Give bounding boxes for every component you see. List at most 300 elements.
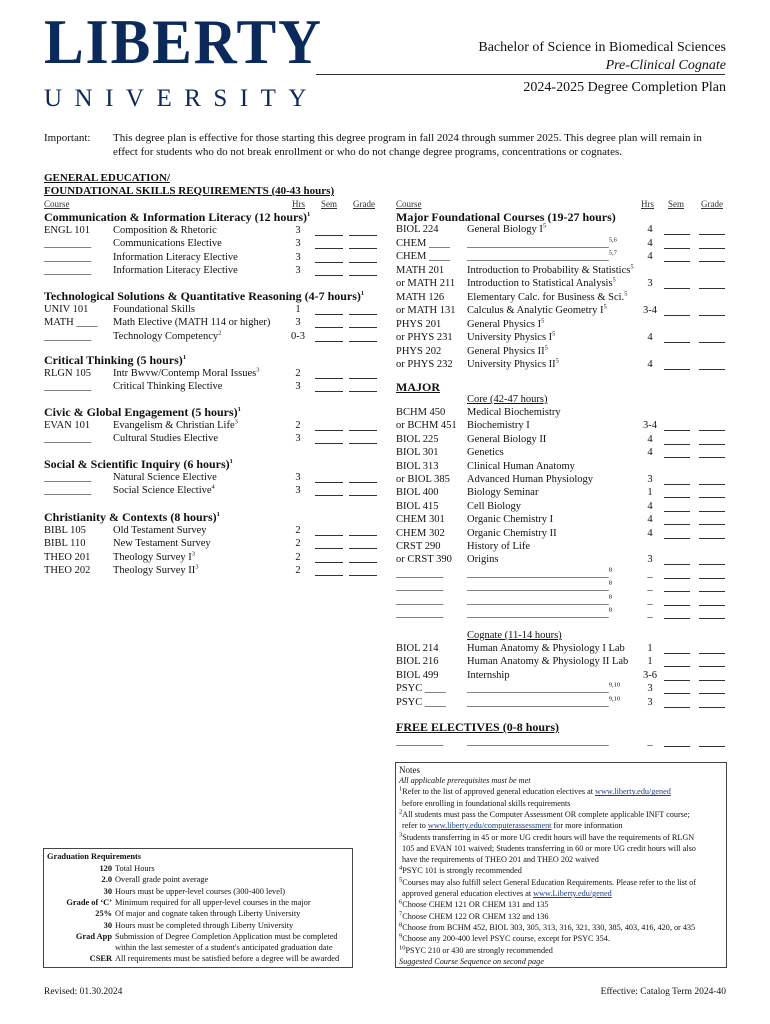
note-line [399,900,549,909]
footnote-ref: 5 [399,875,403,883]
footnote-ref: 5 [552,330,556,338]
course-code: UNIV 101 [44,304,89,315]
course-hrs: 1 [647,656,653,668]
sem-field[interactable] [664,610,690,619]
sem-field[interactable] [664,253,690,262]
course-name-text: Origins [467,554,499,566]
sem-field[interactable] [664,530,690,539]
course-name-text: General Physics I [467,318,542,330]
course-name-text: General Biology I [467,224,543,235]
grade-field[interactable] [699,476,725,485]
sem-field[interactable] [315,267,343,276]
footnote-ref: 8 [399,921,403,929]
course-name [113,565,198,576]
course-hrs: 2 [295,420,301,431]
course-name [113,304,195,315]
sem-field[interactable] [664,738,690,747]
course-name-text: ___________________________ [467,696,609,708]
grade-field[interactable] [699,699,725,708]
sem-field[interactable] [315,306,343,315]
note-text: refer to [402,821,428,831]
grade-field[interactable] [699,583,725,592]
sem-field[interactable] [664,280,690,289]
note-link[interactable]: www.liberty.edu/gened [595,787,671,797]
note-text: approved general education electives at [402,889,534,898]
footnote-ref: 6 [399,898,403,906]
course-name-text: ___________________________ [467,567,609,579]
footnote-ref: 5 [612,276,616,284]
course-name-text: Evangelism & Christian Life [113,420,235,431]
sem-field[interactable] [315,527,343,536]
course-name-text: Internship [467,669,510,681]
course-code: THEO 201 [44,551,91,563]
footnote-ref: 4 [399,864,403,872]
course-code: PSYC ____ [396,696,446,708]
course-name [467,305,607,316]
footnote-ref: 3 [256,366,260,374]
grade-field[interactable] [699,226,725,235]
grad-key: 30 [103,920,112,930]
course-hrs: 3 [295,225,301,236]
course-name [467,346,548,357]
course-hrs: 2 [295,368,301,379]
crit-title-text: Critical Thinking (5 hours) [44,353,183,367]
sem-field[interactable] [664,422,690,431]
note-line [402,821,623,830]
course-hrs: 1 [295,304,301,315]
course-code: _________ [396,581,444,593]
sem-field[interactable] [664,240,690,249]
course-hrs: 2 [295,564,301,576]
grade-field[interactable] [349,370,377,379]
grade-field[interactable] [699,610,725,619]
course-code: PSYC ____ [396,683,446,695]
grade-field[interactable] [349,474,377,483]
footnote-ref: 1 [237,406,241,413]
course-hrs: 3 [647,683,653,695]
course-name [467,581,612,592]
course-name-text: Information Literacy Elective [113,264,238,276]
course-code: or PHYS 231 [396,332,453,343]
course-code: _________ [44,381,92,393]
note-line [399,957,544,966]
sem-field[interactable] [315,333,343,342]
plan-title: 2024-2025 Degree Completion Plan [523,80,726,95]
grade-field[interactable] [349,435,377,444]
course-code: _________ [44,330,92,342]
header-divider [316,74,725,75]
course-name-text: Biology Seminar [467,487,539,499]
course-hrs: 3 [295,485,301,497]
footnote-ref: 1 [360,290,365,297]
course-name [467,514,553,525]
grade-field[interactable] [349,319,377,328]
course-name-text: Elementary Calc. for Business & Sci. [467,291,625,303]
sem-field[interactable] [664,645,690,654]
sem-field[interactable] [664,597,690,606]
footnote-ref: 3 [191,550,195,558]
major-title: MAJOR [396,380,440,394]
notes-title: Notes [399,765,420,775]
course-name [113,225,217,236]
course-name [113,381,222,392]
sem-field[interactable] [664,436,690,445]
sem-field[interactable] [664,334,690,343]
course-name [113,485,215,496]
course-name-text: Social Science Elective [113,485,212,497]
grad-value: Minimum required for all upper-level courses in the major [115,897,311,907]
course-name-text: ___________________________ [467,581,609,593]
course-code: _________ [396,608,444,619]
course-name [467,568,612,579]
grade-field[interactable] [699,307,725,316]
course-code: CHEM 302 [396,527,445,539]
grad-value: Overall grade point average [115,875,209,885]
footnote-ref: 5,7 [608,249,617,257]
sem-field[interactable] [315,240,343,249]
footnote-ref: 1 [399,785,403,793]
course-name-text: ___________________________ [467,251,609,262]
course-code: BIOL 224 [396,224,439,235]
course-code: BIOL 499 [396,669,439,681]
grade-field[interactable] [349,487,377,496]
grade-field[interactable] [699,503,725,512]
course-name [467,434,546,445]
course-code: ENGL 101 [44,225,90,236]
course-name [113,252,238,263]
course-hrs: 4 [647,224,653,235]
course-hrs: 3 [295,251,301,263]
course-name [113,368,259,379]
r-col-course: Course [396,199,422,209]
sem-field[interactable] [664,476,690,485]
note-link[interactable]: www.Liberty.edu/gened [533,889,612,898]
course-name [467,420,530,431]
grade-field[interactable] [699,436,725,445]
sem-field[interactable] [315,554,343,563]
grade-field[interactable] [699,570,725,579]
course-hrs: 3 [647,278,653,289]
sem-field[interactable] [664,516,690,525]
course-hrs: 1 [647,487,653,499]
course-hrs: 2 [295,551,301,563]
course-code: BIOL 313 [396,460,439,472]
grade-field[interactable] [699,334,725,343]
course-name-text: Communications Elective [113,238,222,250]
sem-field[interactable] [664,699,690,708]
sem-field[interactable] [315,487,343,496]
note-text: Choose CHEM 122 OR CHEM 132 and 136 [402,911,549,921]
tech-title-text: Technological Solutions & Quantitative Reasoning (4-7 hours) [44,289,361,303]
course-name [467,541,530,552]
note-text: Suggested Course Sequence on second page [399,956,544,966]
important-text-2: effect for students who do not break enrollment or who do not change degree programs, concentrations or cognates. [113,146,622,158]
course-hrs: 3 [295,433,301,445]
course-hrs: 3 [647,554,653,566]
course-code: RLGN 105 [44,368,91,379]
course-name-text: Theology Survey II [113,564,196,576]
free-electives-title: FREE ELECTIVES (0-8 hours) [396,720,560,734]
course-hrs: 3-6 [643,669,657,681]
course-hrs: 4 [647,251,653,262]
course-name [467,292,627,303]
course-code: BCHM 450 [396,407,446,418]
sem-field[interactable] [664,503,690,512]
cognate-label: Cognate (11-14 hours) [467,630,562,641]
course-name-text: Natural Science Elective [113,472,217,483]
grad-value: Submission of Degree Completion Application must be completed [115,931,338,941]
course-hrs: 3-4 [643,305,657,316]
course-code: _________ [44,433,92,445]
course-code: THEO 202 [44,564,91,576]
note-text-after: for more information [551,821,623,831]
col-grade: Grade [353,199,375,209]
course-name-text: Old Testament Survey [113,525,207,536]
footnote-ref: 5 [630,263,634,270]
course-hrs: 2 [295,525,301,536]
grade-field[interactable] [699,449,725,458]
course-name [467,670,510,681]
course-name-text: Introduction to Statistical Analysis [467,278,613,289]
grade-field[interactable] [699,597,725,606]
grade-field[interactable] [699,530,725,539]
civic-title [44,405,241,420]
course-name-text: Organic Chemistry I [467,514,554,526]
grade-field[interactable] [699,658,725,667]
grade-field[interactable] [699,422,725,431]
course-hrs: 4 [647,500,653,512]
cognate-title: Pre-Clinical Cognate [605,58,726,73]
grad-key: 120 [99,864,112,873]
grade-field[interactable] [349,422,377,431]
grade-field[interactable] [699,685,725,694]
col-sem: Sem [321,199,338,209]
university-logo-wordmark: UNIVERSITY [44,85,319,112]
sem-field[interactable] [664,672,690,681]
footnote-ref: 7 [399,909,403,917]
course-hrs: 4 [647,237,653,249]
footnote-ref: 5 [603,303,607,311]
footnote-ref: 8 [608,566,612,574]
grade-field[interactable] [699,361,725,370]
grade-field[interactable] [349,227,377,236]
course-code: or PHYS 232 [396,359,453,370]
course-name [467,595,612,606]
comm-title-text: Communication & Information Literacy (12 hours) [44,210,307,224]
footnote-ref: 9 [399,932,403,940]
civic-title-text: Civic & Global Engagement (5 hours) [44,405,238,419]
graduation-requirements-box [43,848,353,968]
grade-field[interactable] [699,672,725,681]
grade-field[interactable] [699,280,725,289]
sem-field[interactable] [664,583,690,592]
grade-field[interactable] [349,267,377,276]
course-hrs: 4 [647,527,653,539]
course-name: ___________________________ [467,736,609,747]
footnote-ref: 2 [218,329,222,337]
footnote-ref: 9,10 [608,695,621,703]
course-code: BIBL 110 [44,538,86,550]
grad-value: Hours must be upper-level courses (300-400 level) [115,886,286,896]
course-name-text: ___________________________ [467,608,609,619]
liberty-logo-wordmark: LIBERTY [44,6,323,77]
sem-field[interactable] [315,254,343,263]
course-name [467,332,555,343]
course-name-text: Medical Biochemistry [467,407,561,418]
note-text: PSYC 101 is strongly recommended [402,866,522,876]
footnote-ref: 9,10 [608,681,621,689]
grade-field[interactable] [349,333,377,342]
grad-value: All requirements must be satisfied before a degree will be awarded [115,954,340,964]
col-hrs: Hrs [292,199,305,209]
notes-box [395,762,727,968]
course-code: _________ [396,567,444,579]
footnote-ref: 1 [216,511,220,518]
footnote-ref: 3 [195,563,199,571]
course-name [467,643,625,654]
sem-field[interactable] [315,422,343,431]
course-hrs: 4 [647,514,653,526]
sem-field[interactable] [664,226,690,235]
grade-field[interactable] [349,254,377,263]
sem-field[interactable] [315,383,343,392]
course-name [113,238,222,249]
sem-field[interactable] [315,227,343,236]
course-code: or MATH 211 [396,278,456,289]
course-code: _________ [44,264,92,276]
course-name-text: Critical Thinking Elective [113,381,223,393]
course-name [113,265,238,276]
course-name [467,407,561,418]
course-code: or BIOL 385 [396,474,450,485]
course-name-text: Foundational Skills [113,304,195,315]
course-code: CHEM ____ [396,251,450,262]
course-code: BIOL 400 [396,487,439,499]
course-hrs: 4 [647,447,653,459]
sem-field[interactable] [664,489,690,498]
r-col-sem: Sem [668,199,685,209]
course-code: or CRST 390 [396,554,452,566]
grade-field[interactable] [349,540,377,549]
sem-field[interactable] [315,474,343,483]
note-text: All applicable prerequisites must be met [399,776,531,785]
course-name [113,538,211,549]
sem-field[interactable] [664,658,690,667]
course-name [113,420,238,431]
sem-field[interactable] [664,556,690,565]
note-line [402,889,612,898]
course-name [467,501,521,512]
grade-field[interactable] [699,738,725,747]
sem-field[interactable] [664,449,690,458]
sem-field[interactable] [664,307,690,316]
course-name-text: Calculus & Analytic Geometry I [467,305,604,316]
course-name-text: New Testament Survey [113,538,211,550]
course-name [467,238,617,249]
note-text: before enrolling in foundational skills requirements [402,798,571,808]
note-text: PSYC 210 or 430 are strongly recommended [405,945,553,955]
grade-field[interactable] [349,240,377,249]
course-name [113,331,221,342]
sem-field[interactable] [315,319,343,328]
course-name-text: Introduction to Probability & Statistics [467,264,631,276]
grade-field[interactable] [699,240,725,249]
note-link[interactable]: www.liberty.edu/computerassessment [427,821,552,831]
grad-title: Graduation Requirements [47,852,142,861]
sem-field[interactable] [315,567,343,576]
note-line [399,875,697,887]
grade-field[interactable] [349,383,377,392]
course-hrs: _ [647,567,653,579]
grade-field[interactable] [699,489,725,498]
course-hrs: 0-3 [291,330,305,342]
grad-key: Grad App [75,931,112,941]
note-text: Students transferring in 45 or more UG credit hours will have the requirements of RLGN [402,832,695,842]
sem-field[interactable] [315,435,343,444]
note-line [399,934,610,943]
sem-field[interactable] [664,570,690,579]
course-hrs: 1 [647,643,653,654]
sem-field[interactable] [664,685,690,694]
revised-date: Revised: 01.30.2024 [44,987,123,997]
note-text: 105 and EVAN 101 waived; Students transferring in 60 or more UG credit hours will also [402,843,696,853]
grade-field[interactable] [349,554,377,563]
course-name [467,474,593,485]
footnote-ref: 8 [608,606,612,614]
footnote-ref: 5,6 [608,236,617,243]
footnote-ref: 3 [234,418,238,426]
course-name-text: General Physics II [467,345,545,357]
footnote-ref: 2 [399,808,403,816]
course-hrs: 4 [647,332,653,343]
footnote-ref: 1 [306,211,311,218]
course-hrs: 3 [295,381,301,393]
course-name [467,278,616,289]
grade-field[interactable] [699,253,725,262]
grade-field[interactable] [349,306,377,315]
course-name-text: Intr Bwvw/Contemp Moral Issues [113,368,257,379]
grade-field[interactable] [349,527,377,536]
course-name-text: Genetics [467,447,504,459]
course-name-text: Cultural Studies Elective [113,433,218,445]
course-code: _________ [396,594,444,606]
course-name-text: University Physics II [467,359,556,370]
grade-field[interactable] [699,556,725,565]
course-code: MATH 201 [396,264,445,276]
note-line [399,776,531,785]
note-line [402,844,696,853]
sem-field[interactable] [315,370,343,379]
grad-key: 30 [103,886,112,896]
grade-field[interactable] [699,516,725,525]
course-name-text: Cell Biology [467,500,521,512]
note-line [399,923,695,932]
course-name [113,472,217,483]
course-code: PHYS 201 [396,318,442,330]
grade-field[interactable] [699,645,725,654]
grade-field[interactable] [349,567,377,576]
course-hrs: 3 [647,696,653,708]
sem-field[interactable] [664,361,690,370]
social-title [44,457,233,472]
course-name-text: Clinical Human Anatomy [467,460,575,472]
note-line [402,799,570,808]
sem-field[interactable] [315,540,343,549]
r-col-grade: Grade [701,199,723,209]
course-code: BIOL 225 [396,433,439,445]
course-code: _________ [396,736,444,747]
note-text: Choose from BCHM 452, BIOL 303, 305, 313, 316, 321, 330, 385, 403, 416, 420, or 435 [402,922,696,932]
